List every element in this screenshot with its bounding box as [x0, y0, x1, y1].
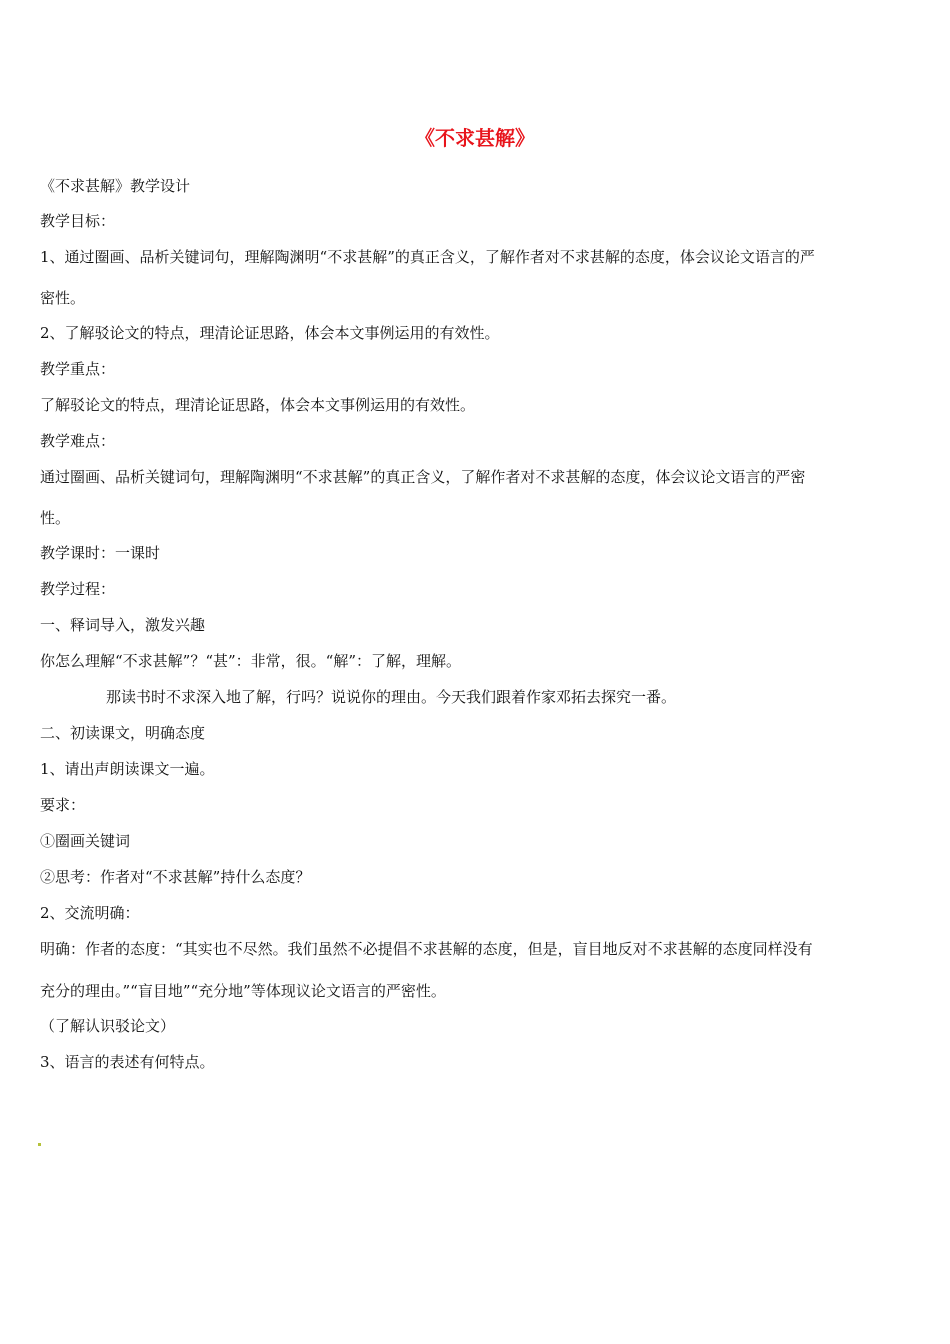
doc-line-question-2: 那读书时不求深入地了解，行吗？说说你的理由。今天我们跟着作家邓拓去探究一番。: [106, 688, 677, 706]
doc-line-objectives-heading: 教学目标：: [40, 212, 116, 230]
doc-line-objective-1-cont: 密性。: [40, 289, 86, 307]
doc-line-note: （了解认识驳论文）: [40, 1017, 176, 1035]
doc-line-subtitle: 《不求甚解》教学设计: [40, 177, 191, 195]
decorative-dot: [38, 1143, 41, 1146]
doc-line-lesson-hours: 教学课时：一课时: [40, 544, 161, 562]
doc-line-objective-1: 1、通过圈画、品析关键词句，理解陶渊明“不求甚解”的真正含义，了解作者对不求甚解的态度，体会议论文语言的严: [40, 248, 815, 266]
doc-line-key-points-heading: 教学重点：: [40, 360, 116, 378]
doc-line-question-1: 你怎么理解“不求甚解”？“甚”：非常，很。“解”：了解，理解。: [40, 652, 462, 670]
doc-line-difficulties-heading: 教学难点：: [40, 432, 116, 450]
doc-line-requirement-1: ①圈画关键词: [40, 832, 131, 850]
doc-line-step-2: 2、交流明确：: [40, 904, 140, 922]
doc-line-section-1: 一、释词导入，激发兴趣: [40, 616, 206, 634]
doc-line-answer: 明确：作者的态度：“其实也不尽然。我们虽然不必提倡不求甚解的态度，但是，盲目地反对不求甚解的态度同样没有: [40, 940, 813, 958]
doc-line-difficulties: 通过圈画、品析关键词句，理解陶渊明“不求甚解”的真正含义，了解作者对不求甚解的态度，体会议论文语言的严密: [40, 468, 806, 486]
doc-line-answer-cont: 充分的理由。”“盲目地”“充分地”等体现议论文语言的严密性。: [40, 982, 446, 1000]
doc-line-requirements: 要求：: [40, 796, 86, 814]
doc-line-step-1: 1、请出声朗读课文一遍。: [40, 760, 215, 778]
doc-line-requirement-2: ②思考：作者对“不求甚解”持什么态度？: [40, 868, 311, 886]
document-title: 《不求甚解》: [415, 126, 535, 150]
doc-line-difficulties-cont: 性。: [40, 509, 71, 527]
doc-line-process-heading: 教学过程：: [40, 580, 116, 598]
doc-line-objective-2: 2、了解驳论文的特点，理清论证思路，体会本文事例运用的有效性。: [40, 324, 500, 342]
doc-line-key-points: 了解驳论文的特点，理清论证思路，体会本文事例运用的有效性。: [40, 396, 476, 414]
doc-line-step-3: 3、语言的表述有何特点。: [40, 1053, 215, 1071]
doc-line-section-2: 二、初读课文，明确态度: [40, 724, 206, 742]
